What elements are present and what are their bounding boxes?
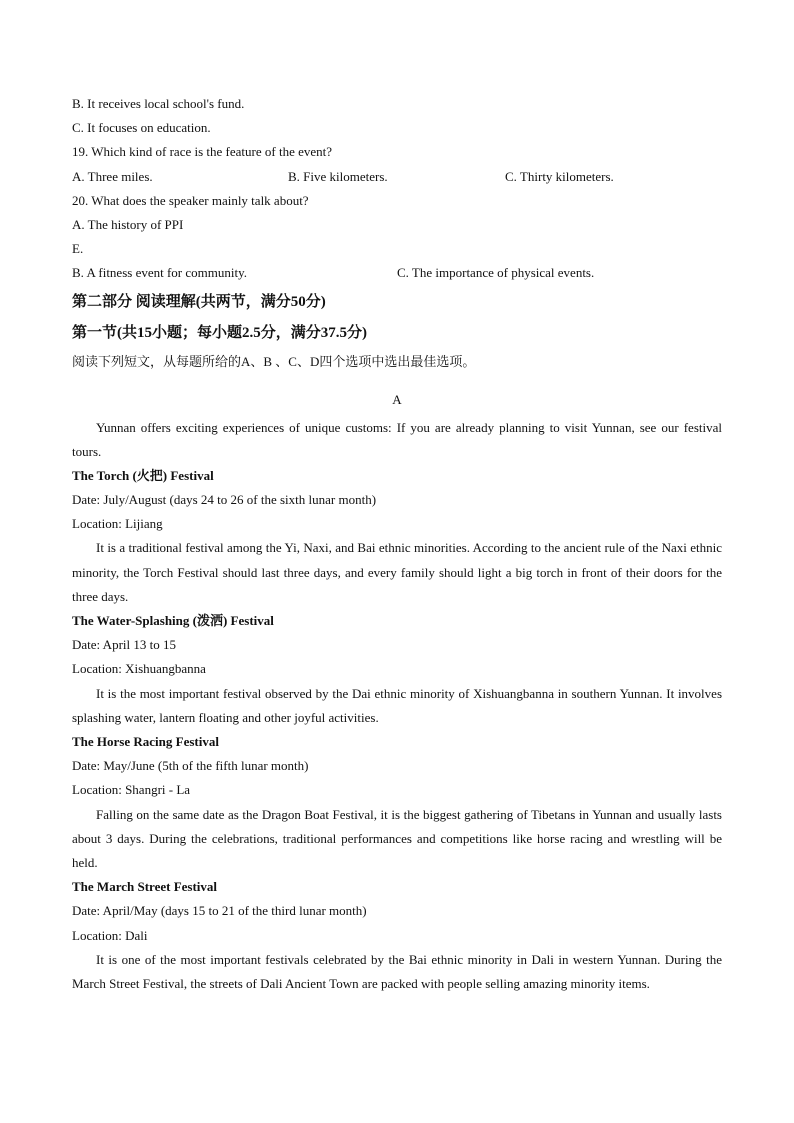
festival-description: It is one of the most important festivals celebrated by the Bai ethnic minority in Dali in western Yunnan. During the March Street Festival, the streets of Dali Ancient Town are packed with people selling amazing minority items.: [72, 951, 722, 991]
festival-location: Location: Xishuangbanna: [72, 661, 206, 677]
festival-description: Falling on the same date as the Dragon Boat Festival, it is the biggest gathering of Tibetans in Yunnan and usually lasts about 3 days. During the celebrations, traditional performances and competitions like horse racing and wrestling will be held.: [72, 806, 722, 871]
q18-option-b: B. It receives local school's fund.: [72, 96, 245, 111]
passage-intro: Yunnan offers exciting experiences of unique customs: If you are already planning to visit Yunnan, see our festival tours.: [72, 419, 722, 459]
exam-page: [72, 92, 722, 996]
festival-location: Location: Lijiang: [72, 516, 163, 532]
q19-option-a: A. Three miles.: [72, 168, 153, 184]
festival-location: Location: Dali: [72, 927, 148, 943]
festival-description: It is the most important festival observed by the Dai ethnic minority of Xishuangbanna in southern Yunnan. It involves splashing water, lantern floating and other joyful activities.: [72, 685, 722, 725]
festival-title: The Torch (火把) Festival: [72, 467, 214, 483]
q20-option-a: A. The history of PPI: [72, 216, 184, 232]
festival-location: Location: Shangri - La: [72, 782, 191, 798]
q20-options: [72, 261, 722, 285]
festival-title: The March Street Festival: [72, 879, 218, 895]
festival-date: Date: May/June (5th of the fifth lunar month): [72, 758, 309, 774]
q20-option-a-cont: E.: [72, 241, 84, 257]
festival-title: The Horse Racing Festival: [72, 734, 219, 750]
q18-option-c: C. It focuses on education.: [72, 120, 211, 136]
q20-option-b: B. A fitness event for community.: [72, 265, 247, 281]
q20-question: 20. What does the speaker mainly talk about?: [72, 192, 309, 208]
festival-date: Date: April 13 to 15: [72, 637, 176, 653]
festival-description: It is a traditional festival among the Yi, Naxi, and Bai ethnic minorities. According to the ancient rule of the Naxi ethnic minority, the Torch Festival should last three days, and every family should light a big torch in front of their doors for the three days.: [72, 540, 722, 604]
festival-title: The Water-Splashing (泼洒) Festival: [72, 613, 274, 629]
instructions: 阅读下列短文，从每题所给的A、B 、C、D四个选项中选出最佳选项。: [72, 353, 476, 369]
festival-date: Date: April/May (days 15 to 21 of the third lunar month): [72, 903, 367, 919]
q19-option-b: B. Five kilometers.: [288, 168, 388, 184]
q19-options: [72, 165, 722, 189]
part2-heading: 第二部分 阅读理解(共两节，满分50分): [72, 293, 326, 310]
festival-date: Date: July/August (days 24 to 26 of the sixth lunar month): [72, 492, 377, 508]
q19-option-c: C. Thirty kilometers.: [505, 168, 614, 184]
q20-option-c: C. The importance of physical events.: [397, 265, 595, 281]
section1-heading: 第一节(共15小题；每小题2.5分，满分37.5分): [72, 324, 367, 341]
q19-question: 19. Which kind of race is the feature of the event?: [72, 144, 333, 160]
passage-label: A: [392, 391, 402, 407]
